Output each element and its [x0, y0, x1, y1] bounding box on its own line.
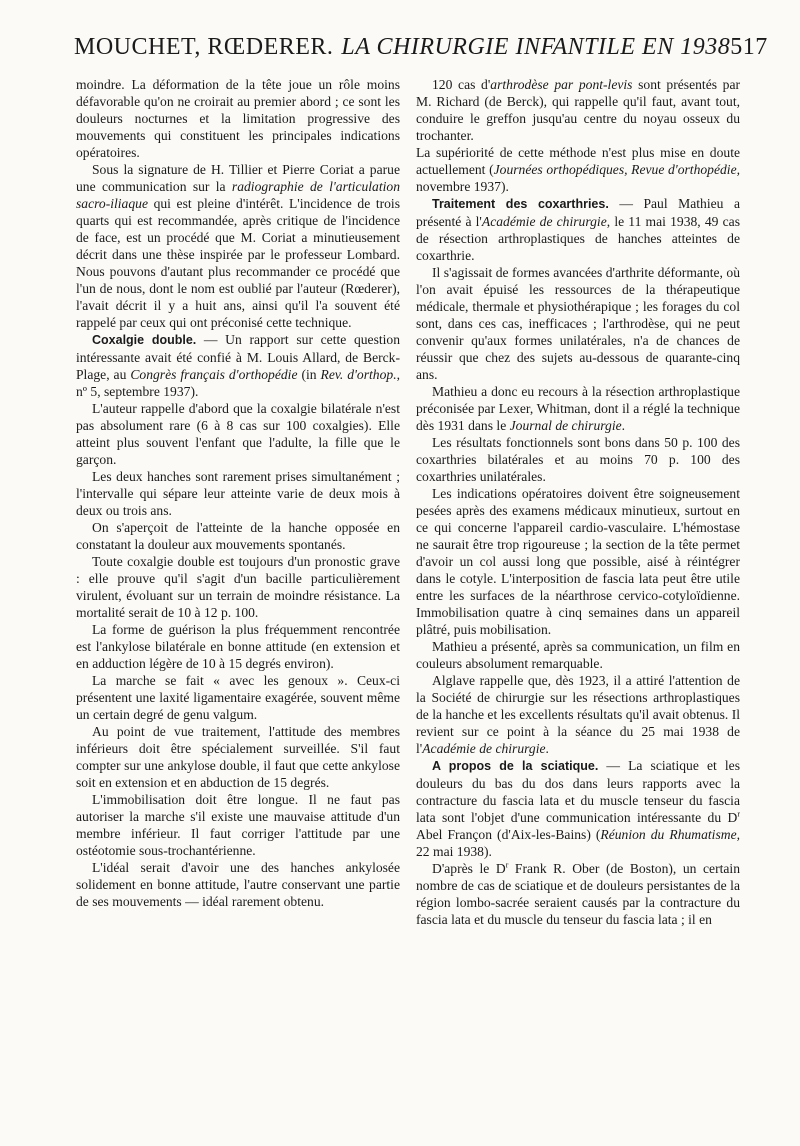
paragraph: Les indications opératoires doivent être soigneusement pesées après des examens médicaux minutieux, surtout en ce qui concerne l'appareil cardio-vasculaire. L'hémostase ne saurait être trop rigoureuse ; la section de la tête permet d'avoir un col aussi long que possible, aisé à réintégrer dans le cotyle. L'interposition de fascia lata peut être utile entre les surfaces de la néarthrose cervico-cotyloïdienne. Immobilisation quatre à cinq semaines dans un appareil plâtré, puis mobilisation.	[416, 486, 740, 637]
section-traitement-coxarthries: Traitement des coxarthries. — Paul Mathieu a présenté à l'Académie de chirurgie, le 11 mai 1938, 49 cas de résection arthroplastiques de hanches atteintes de coxarthrie.	[416, 196, 740, 263]
section-heading: Coxalgie double.	[92, 333, 197, 347]
paragraph: L'auteur rappelle d'abord que la coxalgie bilatérale n'est pas absolument rare (6 à 8 cas sur 100 coxalgies). Elle atteint plus souvent l'enfant que l'adulte, la fille que le garçon.	[76, 401, 400, 467]
section-coxalgie-double: Coxalgie double. — Un rapport sur cette question intéressante avait été confié à M. Louis Allard, de Berck-Plage, au Congrès français d'orthopédie (in Rev. d'orthop., nº 5, septembre 1937).	[76, 332, 401, 399]
paragraph: La supériorité de cette méthode n'est plus mise en doute actuellement (Journées orthopédiques, Revue d'orthopédie, novembre 1937).	[416, 145, 740, 194]
paragraph: Toute coxalgie double est toujours d'un pronostic grave : elle prouve qu'il s'agit d'un bacille particulièrement virulent, évoluant sur un terrain de moindre résistance. La mortalité serait de 10 à 12 p. 100.	[76, 554, 400, 620]
paragraph: Au point de vue traitement, l'attitude des membres inférieurs doit être spécialement surveillée. S'il faut compter sur une ankylose double, il faut que cette ankylose soit en extension et en abduction de 15 degrés.	[76, 724, 400, 790]
paragraph: Mathieu a donc eu recours à la résection arthroplastique préconisée par Lexer, Whitman, dont il a réglé la technique dès 1931 dans le Journal de chirurgie.	[416, 384, 740, 433]
paragraph: L'idéal serait d'avoir une des hanches ankylosée solidement en bonne attitude, l'autre conservant une partie de ses mouvements — idéal rarement obtenu.	[76, 860, 400, 909]
paragraph: Les deux hanches sont rarement prises simultanément ; l'intervalle qui sépare leur atteinte varie de deux mois à deux ou trois ans.	[76, 469, 400, 518]
paragraph: La forme de guérison la plus fréquemment rencontrée est l'ankylose bilatérale en bonne attitude (en extension et en adduction légère de 10 à 15 degrés environ).	[76, 622, 400, 671]
paragraph: moindre. La déformation de la tête joue un rôle moins défavorable qu'on ne croirait au premier abord ; ce sont les douleurs nocturnes et la limitation progressive des mouvements qui constituent les principales indications opératoires.	[76, 77, 400, 160]
paragraph: Les résultats fonctionnels sont bons dans 50 p. 100 des coxarthries bilatérales et au moins 70 p. 100 des coxarthries unilatérales.	[416, 435, 740, 484]
section-sciatique: A propos de la sciatique. — La sciatique et les douleurs du bas du dos dans leurs rapports avec la contracture du fascia lata et du muscle tenseur du fascia lata sont l'objet d'une communication intéressante du $D^r$ Abel Françon (d'Aix-les-Bains) (Réunion du Rhumatisme, 22 mai 1938).	[416, 758, 740, 859]
paragraph: La marche se fait « avec les genoux ». Ceux-ci présentent une laxité ligamentaire exagérée, souvent même un certain degré de genu valgum.	[76, 673, 400, 722]
paragraph: 120 cas d'arthrodèse par pont-levis sont présentés par M. Richard (de Berck), qui rappelle qu'il faut, avant tout, conduire le greffon jusqu'au centre du noyau osseux du trochanter.	[416, 77, 741, 143]
section-heading: A propos de la sciatique.	[432, 759, 599, 773]
page-number: 517	[730, 34, 768, 60]
paragraph: Sous la signature de H. Tillier et Pierre Coriat a parue une communication sur la radiographie de l'articulation sacro-iliaque qui est pleine d'intérêt. L'incidence de trois quarts qui est recommandée, après critique de l'incidence de face, est un procédé que M. Coriat a minutieusement décrit dans une thèse inspirée par le professeur Lombard. Nous pouvons d'autant plus recommander ce procédé que l'un de nous, dont le nom est oublié par l'auteur (Rœderer), l'avait décrit il y a huit ans, ainsi qu'il l'a souvent été rappelé par ceux qui ont préconisé cette technique.	[76, 162, 400, 330]
paragraph: Mathieu a présenté, après sa communication, un film en couleurs absolument remarquable.	[416, 639, 740, 671]
running-header	[74, 34, 768, 61]
paragraph: L'immobilisation doit être longue. Il ne faut pas autoriser la marche s'il existe une mauvaise attitude d'un membre inférieur. Il faut corriger l'attitude par une ostéotomie sous-trochantérienne.	[76, 792, 400, 858]
paragraph: D'après le $D^r$ Frank R. Ober (de Boston), un certain nombre de cas de sciatique et de douleurs persistantes de la région lombo-sacrée seraient causés par la contracture du fascia lata et du muscle du tenseur du fascia lata ; il en	[416, 860, 740, 927]
paragraph: On s'aperçoit de l'atteinte de la hanche opposée en constatant la douleur aux mouvements spontanés.	[76, 520, 400, 552]
paragraph: Il s'agissait de formes avancées d'arthrite déformante, où l'on avait épuisé les ressources de la thérapeutique médicale, thermale et physiothérapique ; les forages du col sont, dans ces cas, inefficaces ; l'arthrodèse, qui ne peut convenir qu'aux formes unilatérales, n'a de chances de réussir que chez des sujets au-dessous de quarante-cinq ans.	[416, 265, 740, 382]
header-title: LA CHIRURGIE INFANTILE EN 1938	[341, 34, 731, 60]
left-column	[76, 76, 400, 910]
right-column	[416, 76, 740, 928]
header-authors: MOUCHET, RŒDERER.	[74, 34, 334, 60]
paragraph: Alglave rappelle que, dès 1923, il a attiré l'attention de la Société de chirurgie sur les résections arthroplastiques de la hanche et les excellents résultats qu'il avait obtenus. Il revient sur ce point à la séance du 25 mai 1938 de l'Académie de chirurgie.	[416, 673, 740, 756]
section-heading: Traitement des coxarthries.	[432, 197, 609, 211]
